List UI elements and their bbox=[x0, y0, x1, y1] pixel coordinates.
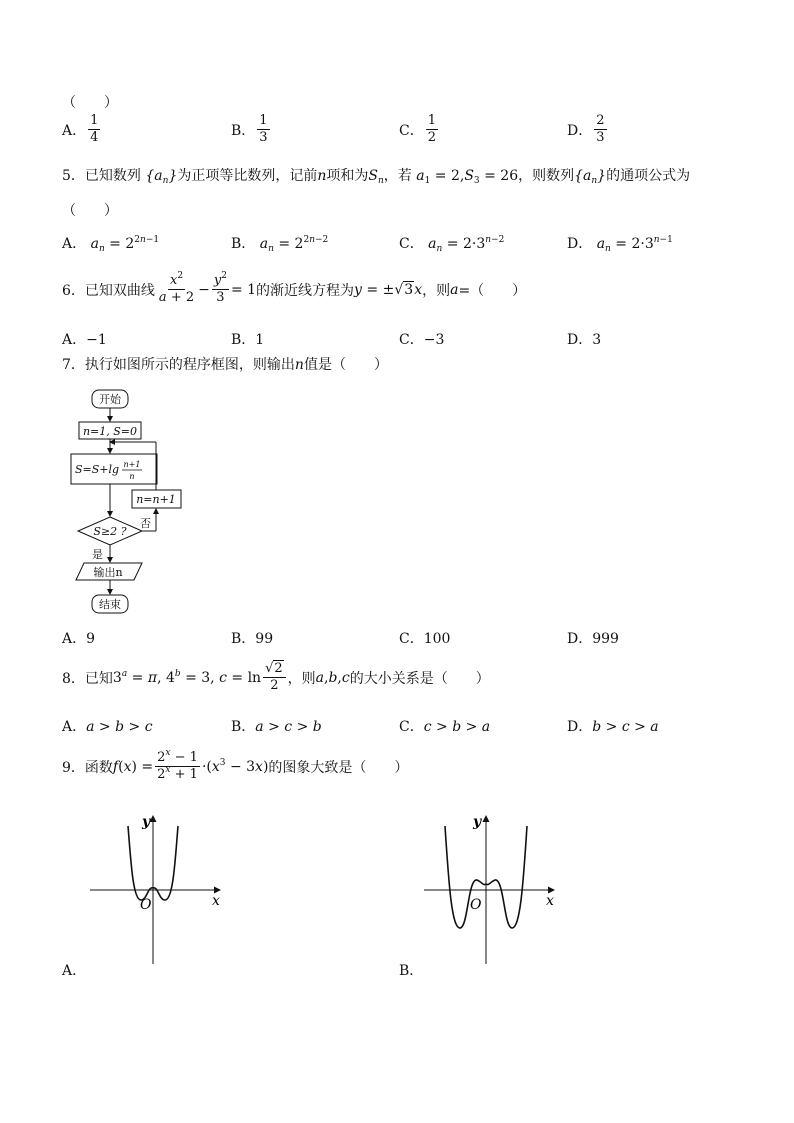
q7-option-c[interactable]: C．100 bbox=[399, 631, 451, 647]
fraction: $\frac{2}{3}$ bbox=[596, 113, 605, 145]
q7-option-d[interactable]: D．999 bbox=[567, 631, 619, 647]
q5-stem: 5．已知数列 $\{a_n\}$为正项等比数列，记前n项和为$S_n$，若 $a_1 = 2,S_3 = 26$，则数列$\{a_n\}$的通项公式为 bbox=[62, 168, 691, 186]
svg-text:n=n+1: n=n+1 bbox=[136, 493, 176, 506]
q5-paren: （ ） bbox=[62, 203, 118, 219]
q7-option-b[interactable]: B．99 bbox=[231, 631, 274, 647]
q5-option-b[interactable]: B． $a_n = 2^{2n-2}$ bbox=[231, 235, 329, 254]
q8-option-d[interactable]: D．b > c > a bbox=[567, 719, 659, 735]
svg-text:n=1, S=0: n=1, S=0 bbox=[82, 425, 138, 438]
svg-text:O: O bbox=[470, 897, 482, 913]
svg-text:y: y bbox=[142, 814, 151, 830]
svg-text:n: n bbox=[129, 472, 135, 481]
q7-option-a[interactable]: A．9 bbox=[62, 631, 96, 647]
svg-text:x: x bbox=[546, 893, 554, 909]
q7-stem: 7．执行如图所示的程序框图，则输出n值是（ ） bbox=[62, 357, 388, 373]
svg-text:x: x bbox=[212, 893, 220, 909]
svg-text:y: y bbox=[473, 814, 482, 830]
fraction: $\frac{1}{4}$ bbox=[90, 113, 99, 145]
graph-a-label[interactable]: A． bbox=[62, 963, 87, 979]
q9-stem: 9． 函数 f(x) = $\frac{2^x - 1}{2^x + 1}$ $\cdot(x^3 - 3x)$ 的图象大致是（ ） bbox=[62, 748, 409, 782]
svg-text:否: 否 bbox=[140, 517, 151, 530]
q8-option-a[interactable]: A．a > b > c bbox=[62, 719, 153, 735]
q5-option-c[interactable]: C． $a_n = 2\cdot 3^{n-2}$ bbox=[399, 235, 505, 254]
svg-text:结束: 结束 bbox=[99, 598, 121, 611]
q4-paren: （ ） bbox=[62, 95, 118, 111]
q8-option-b[interactable]: B．a > c > b bbox=[231, 719, 322, 735]
svg-text:O: O bbox=[140, 897, 152, 913]
q6-option-d[interactable]: D．3 bbox=[567, 332, 602, 348]
svg-text:是: 是 bbox=[92, 548, 103, 561]
q5-option-d[interactable]: D． $a_n = 2\cdot 3^{n-1}$ bbox=[567, 235, 673, 254]
svg-text:n+1: n+1 bbox=[123, 460, 141, 469]
svg-text:S=S+lg: S=S+lg bbox=[75, 463, 120, 476]
fraction: $\frac{x^2}{a + 2}$ bbox=[158, 271, 195, 305]
fraction: $\frac{√2}{2}$ bbox=[263, 662, 286, 693]
q4-option-a[interactable]: A． $\frac{1}{4}$ bbox=[62, 113, 99, 145]
q6-option-c[interactable]: C．−3 bbox=[399, 332, 445, 348]
fraction: $\frac{1}{2}$ bbox=[427, 113, 436, 145]
fraction: $\frac{y^2}{3}$ bbox=[213, 271, 227, 305]
q5-option-a[interactable]: A． $a_n = 2^{2n-1}$ bbox=[62, 235, 160, 254]
svg-text:S≥2 ?: S≥2 ? bbox=[93, 525, 127, 538]
graph-a bbox=[86, 808, 246, 968]
q6-option-b[interactable]: B．1 bbox=[231, 332, 265, 348]
graph-b-label[interactable]: B． bbox=[399, 963, 424, 979]
q6-stem: 6． 已知双曲线 $\frac{x^2}{a + 2}$ − $\frac{y^2}{3}$ = 1 的渐近线方程为 y = ±√3x ，则 a =（ ） bbox=[62, 271, 527, 305]
fraction: $\frac{1}{3}$ bbox=[259, 113, 268, 145]
q4-option-c[interactable]: C． $\frac{1}{2}$ bbox=[399, 113, 436, 145]
q4-option-b[interactable]: B． $\frac{1}{3}$ bbox=[231, 113, 268, 145]
svg-text:输出n: 输出n bbox=[93, 566, 123, 579]
q6-option-a[interactable]: A．−1 bbox=[62, 332, 107, 348]
q4-option-d[interactable]: D． $\frac{2}{3}$ bbox=[567, 113, 605, 145]
graph-b bbox=[420, 808, 580, 968]
svg-text:开始: 开始 bbox=[99, 393, 121, 406]
q8-option-c[interactable]: C．c > b > a bbox=[399, 719, 491, 735]
flowchart bbox=[62, 386, 192, 616]
q8-stem: 8． 已知 $3^a = \pi$, $4^b = 3$, c = ln $\frac{√2}{2}$ ，则 a , b , c 的大小关系是（ ） bbox=[62, 661, 490, 693]
fraction: $\frac{2^x - 1}{2^x + 1}$ bbox=[157, 748, 198, 782]
